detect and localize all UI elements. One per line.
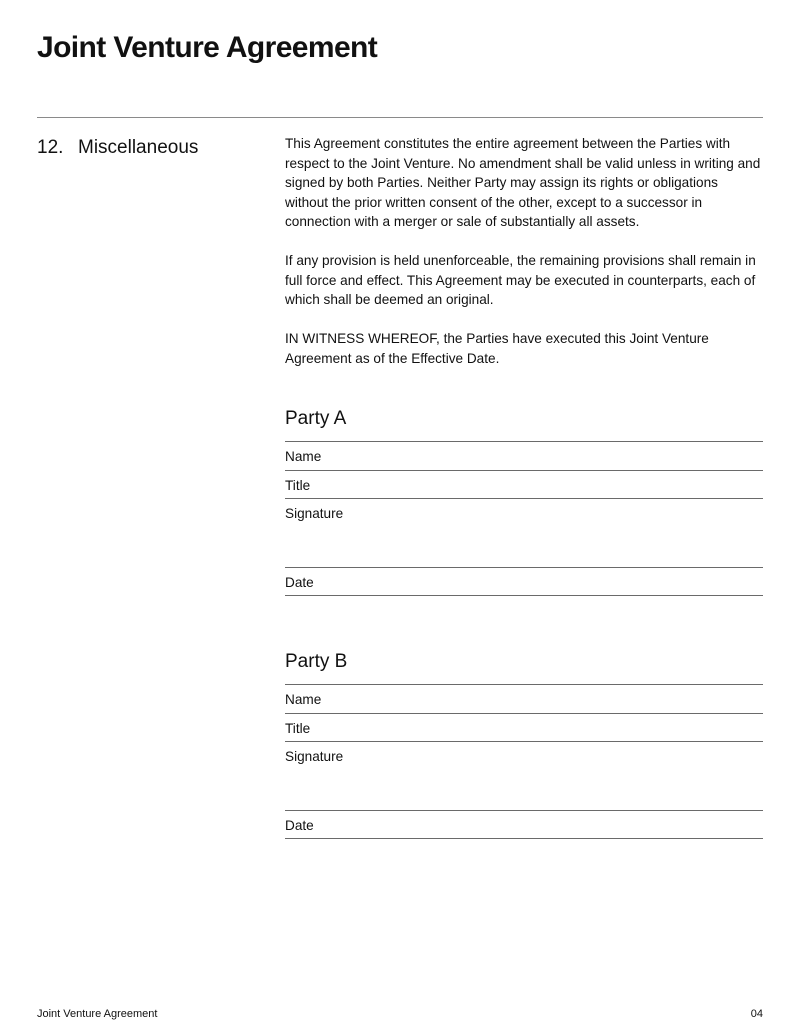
party-b-title-field[interactable] [285,713,763,741]
party-b-signature-field[interactable] [285,741,763,810]
section-heading [37,136,198,160]
paragraph-entire-agreement: This Agreement constitutes the entire agreement between the Parties with respect to the Joint Venture. No amendment shall be valid unless in writing and signed by both Parties. Neither Party may assign its rights or obligations without the prior written consent of the other, except to a successor in connection with a merger or sale of substantially all assets. [285,136,761,229]
signature-block-party-b [285,650,763,839]
paragraph-severability: If any provision is held unenforceable, the remaining provisions shall remain in full force and effect. This Agreement may be executed in counterparts, each of which shall be deemed an original. [285,253,756,307]
title-divider [37,117,763,118]
field-label: Name [285,449,322,464]
field-label: Title [285,478,311,493]
party-b-title: Party B [285,651,348,672]
party-b-name-field[interactable] [285,684,763,713]
party-a-title-field[interactable] [285,470,763,498]
section-number: 12. [37,137,64,158]
signature-block-party-a [285,407,763,596]
party-a-signature-field[interactable] [285,498,763,567]
field-label: Date [285,575,314,590]
footer-document-name: Joint Venture Agreement [37,1008,158,1020]
field-label: Signature [285,506,344,521]
footer-page-number: 04 [750,1008,763,1020]
document-title: Joint Venture Agreement [37,31,378,64]
field-label: Name [285,692,322,707]
party-b-date-field[interactable] [285,810,763,839]
party-a-name-field[interactable] [285,441,763,470]
section-body [285,134,763,388]
section-heading-text: Miscellaneous [78,137,199,158]
party-a-title: Party A [285,408,347,429]
field-label: Title [285,721,311,736]
field-label: Signature [285,749,344,764]
paragraph-in-witness: IN WITNESS WHEREOF, the Parties have executed this Joint Venture Agreement as of the Effective Date. [285,331,709,366]
field-label: Date [285,818,314,833]
party-a-date-field[interactable] [285,567,763,596]
